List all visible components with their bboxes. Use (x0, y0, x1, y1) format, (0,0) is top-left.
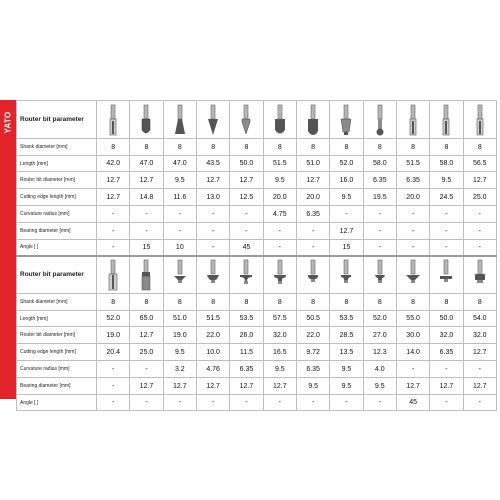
table-cell: - (97, 240, 130, 256)
table-cell: 12.7 (263, 378, 296, 395)
table-cell: 15 (130, 240, 163, 256)
row-label-bearing: Bearing diameter [mm] (17, 378, 97, 395)
chamfer-v-bit-icon (230, 101, 263, 139)
table-cell: 6.35 (396, 172, 429, 189)
table-row (17, 361, 497, 378)
beading-bit-icon (296, 256, 329, 294)
table-cell: - (463, 361, 496, 378)
row-label-shank: Shank diameter [mm] (17, 294, 97, 311)
round-nose-bit-icon (130, 101, 163, 139)
straight-bit-icon (396, 101, 429, 139)
table-cell: 8 (130, 294, 163, 311)
table-cell: 9.72 (296, 344, 329, 361)
table-cell: 15 (330, 240, 363, 256)
table-cell: - (463, 206, 496, 223)
table-cell: 9.5 (330, 189, 363, 206)
table-cell: - (130, 206, 163, 223)
table-cell: - (363, 395, 396, 411)
table-cell: 8 (296, 139, 329, 156)
table-cell: - (196, 395, 229, 411)
row-label-cutting-edge: Cutting edge length [mm] (17, 189, 97, 206)
table-row (17, 156, 497, 172)
table-cell: - (463, 395, 496, 411)
table-cell: 52.0 (97, 311, 130, 327)
table-cell: - (97, 395, 130, 411)
table-cell: 16.5 (263, 344, 296, 361)
table-cell: 42.0 (97, 156, 130, 172)
flush-trim-bit-icon (97, 256, 130, 294)
ball-groove-bit-icon (363, 101, 396, 139)
table-cell: 12.5 (230, 189, 263, 206)
table-cell: 8 (430, 139, 463, 156)
chamfer-bit-icon (330, 101, 363, 139)
table-cell: 20.0 (396, 189, 429, 206)
table-cell: 45 (396, 395, 429, 411)
brand-strip (0, 100, 16, 399)
table-cell: 12.7 (396, 378, 429, 395)
table-cell: 12.7 (130, 172, 163, 189)
table-cell: - (263, 223, 296, 240)
table-cell: - (130, 361, 163, 378)
parameter-header: Router bit parameter (17, 101, 97, 139)
table-cell: 51.5 (263, 156, 296, 172)
straight-bit-icon (97, 101, 130, 139)
table-cell: 58.0 (363, 156, 396, 172)
table-cell: 8 (296, 294, 329, 311)
panel-bit-icon (396, 256, 429, 294)
row-label-angle: Angle [ ] (17, 395, 97, 411)
table-row (17, 327, 497, 344)
table-cell: 9.5 (330, 361, 363, 378)
table-cell: 27.0 (363, 327, 396, 344)
table-row (17, 294, 497, 311)
table-cell: 57.5 (263, 311, 296, 327)
table-cell: 51.5 (396, 156, 429, 172)
table-cell: 11.5 (230, 344, 263, 361)
table-cell: 9.5 (263, 361, 296, 378)
table-cell: 8 (97, 139, 130, 156)
table-cell: 8 (163, 294, 196, 311)
yato-logo: YATO (3, 111, 13, 133)
bowl-bit-icon (296, 101, 329, 139)
table-cell: 22.0 (296, 327, 329, 344)
table-cell: - (97, 223, 130, 240)
core-box-bit-icon (263, 101, 296, 139)
table-cell: 6.35 (430, 344, 463, 361)
table-cell: 52.0 (363, 311, 396, 327)
table-cell: 8 (163, 139, 196, 156)
table-cell: 9.5 (363, 378, 396, 395)
table-cell: 4.75 (263, 206, 296, 223)
table-cell: 16.0 (330, 172, 363, 189)
table-cell: 52.0 (330, 156, 363, 172)
table-cell: - (430, 206, 463, 223)
table-cell: - (463, 240, 496, 256)
table-row (17, 378, 497, 395)
table-row (17, 189, 497, 206)
table-cell: 12.7 (230, 378, 263, 395)
table-cell: 8 (363, 294, 396, 311)
table-cell: - (263, 240, 296, 256)
table-cell: 8 (97, 294, 130, 311)
table-cell: - (196, 240, 229, 256)
rabbet-bit-icon (463, 256, 496, 294)
table-cell: 12.7 (463, 378, 496, 395)
table-cell: 19.0 (97, 327, 130, 344)
table-cell: 30.0 (396, 327, 429, 344)
table-cell: - (196, 206, 229, 223)
table-cell: 9.5 (296, 378, 329, 395)
table-cell: 51.0 (296, 156, 329, 172)
table-cell: - (97, 206, 130, 223)
table-cell: - (396, 240, 429, 256)
table-cell: 50.0 (430, 311, 463, 327)
roundover-bit-icon (196, 256, 229, 294)
table-cell: - (430, 395, 463, 411)
table-cell: 53.5 (330, 311, 363, 327)
table-cell: - (330, 206, 363, 223)
straight-bit-icon (430, 101, 463, 139)
table-cell: 12.7 (330, 223, 363, 240)
table-cell: 19.0 (163, 327, 196, 344)
table-cell: 3.2 (163, 361, 196, 378)
table-cell: 8 (230, 294, 263, 311)
table-cell: 8 (330, 139, 363, 156)
dovetail-bit-icon (163, 101, 196, 139)
table-cell: 9.5 (263, 172, 296, 189)
table-cell: 25.0 (463, 189, 496, 206)
straight-bit-icon (463, 101, 496, 139)
table-cell: 28.5 (330, 327, 363, 344)
table-cell: 6.35 (363, 172, 396, 189)
table-cell: 19.5 (363, 189, 396, 206)
bit-image-row (17, 101, 497, 139)
table-cell: 32.0 (430, 327, 463, 344)
table-cell: 47.0 (163, 156, 196, 172)
table-cell: 8 (263, 139, 296, 156)
row-label-bit-diameter: Router bit diameter [mm] (17, 327, 97, 344)
row-label-bit-diameter: Router bit diameter [mm] (17, 172, 97, 189)
table-cell: 14.8 (130, 189, 163, 206)
table-cell: 22.0 (196, 327, 229, 344)
row-label-curvature: Curvature radius [mm] (17, 206, 97, 223)
table-cell: 65.0 (130, 311, 163, 327)
table-cell: - (296, 240, 329, 256)
table-cell: 51.5 (196, 311, 229, 327)
table-row (17, 206, 497, 223)
table-cell: 8 (463, 294, 496, 311)
table-row (17, 311, 497, 327)
table-row (17, 395, 497, 411)
table-cell: - (230, 223, 263, 240)
table-cell: - (130, 395, 163, 411)
table-row (17, 344, 497, 361)
table-cell: 50.5 (296, 311, 329, 327)
table-cell: 53.5 (230, 311, 263, 327)
pattern-bit-icon (130, 256, 163, 294)
table-cell: - (163, 395, 196, 411)
table-cell: 12.7 (196, 378, 229, 395)
table-cell: 51.0 (163, 311, 196, 327)
roman-ogee-bit-icon (263, 256, 296, 294)
table-cell: 10 (163, 240, 196, 256)
table-cell: - (430, 361, 463, 378)
table-cell: - (230, 395, 263, 411)
table-cell: 6.35 (296, 361, 329, 378)
table-cell: 20.0 (296, 189, 329, 206)
router-bit-spec-table (16, 100, 497, 411)
table-row (17, 139, 497, 156)
table-cell: - (230, 206, 263, 223)
table-cell: 12.3 (363, 344, 396, 361)
table-cell: 20.4 (97, 344, 130, 361)
table-row (17, 240, 497, 256)
table-cell: 26.0 (230, 327, 263, 344)
table-cell: 12.7 (130, 327, 163, 344)
table-cell: 8 (196, 139, 229, 156)
table-cell: 9.5 (163, 172, 196, 189)
table-cell: 8 (130, 139, 163, 156)
table-cell: 12.7 (463, 344, 496, 361)
row-label-length: Length [mm] (17, 311, 97, 327)
table-cell: 9.5 (430, 172, 463, 189)
table-cell: 58.0 (430, 156, 463, 172)
table-cell: 12.7 (196, 172, 229, 189)
row-label-curvature: Curvature radius [mm] (17, 361, 97, 378)
table-cell: - (97, 378, 130, 395)
table-cell: - (463, 223, 496, 240)
table-cell: 56.5 (463, 156, 496, 172)
table-cell: - (130, 223, 163, 240)
table-cell: 13.5 (330, 344, 363, 361)
table-row (17, 223, 497, 240)
cove-bit-icon (230, 256, 263, 294)
table-cell: 32.0 (263, 327, 296, 344)
table-cell: 9.5 (330, 378, 363, 395)
table-cell: - (163, 223, 196, 240)
table-cell: 54.0 (463, 311, 496, 327)
table-cell: 12.7 (230, 172, 263, 189)
table-cell: 4.76 (196, 361, 229, 378)
table-cell: 8 (363, 139, 396, 156)
table-cell: - (430, 240, 463, 256)
table-cell: 10.0 (196, 344, 229, 361)
table-cell: 45 (230, 240, 263, 256)
row-label-shank: Shank diameter [mm] (17, 139, 97, 156)
table-cell: - (263, 395, 296, 411)
table-cell: - (196, 223, 229, 240)
table-cell: 12.7 (130, 378, 163, 395)
table-cell: 12.7 (296, 172, 329, 189)
row-label-bearing: Bearing diameter [mm] (17, 223, 97, 240)
table-cell: - (296, 395, 329, 411)
table-cell: - (396, 361, 429, 378)
table-cell: 12.7 (97, 189, 130, 206)
table-cell: - (363, 206, 396, 223)
chamfer-bearing-bit-icon (163, 256, 196, 294)
table-cell: 8 (196, 294, 229, 311)
table-cell: 12.7 (97, 172, 130, 189)
table-cell: 8 (330, 294, 363, 311)
table-cell: 8 (230, 139, 263, 156)
table-cell: - (430, 223, 463, 240)
table-cell: - (396, 223, 429, 240)
table-cell: - (163, 206, 196, 223)
table-cell: 8 (463, 139, 496, 156)
table-cell: - (363, 240, 396, 256)
table-cell: 4.0 (363, 361, 396, 378)
table-cell: 50.0 (230, 156, 263, 172)
table-cell: - (296, 223, 329, 240)
table-cell: 14.0 (396, 344, 429, 361)
table-cell: 13.0 (196, 189, 229, 206)
row-label-length: Length [mm] (17, 156, 97, 172)
ogee-bit-icon (330, 256, 363, 294)
table-cell: 6.35 (296, 206, 329, 223)
classical-bit-icon (363, 256, 396, 294)
v-groove-bit-icon (196, 101, 229, 139)
table-cell: 8 (396, 139, 429, 156)
table-cell: 8 (263, 294, 296, 311)
table-cell: - (363, 223, 396, 240)
row-label-cutting-edge: Cutting edge length [mm] (17, 344, 97, 361)
table-cell: - (396, 206, 429, 223)
table-cell: 32.0 (463, 327, 496, 344)
table-cell: - (330, 395, 363, 411)
table-cell: 55.0 (396, 311, 429, 327)
table-cell: 43.5 (196, 156, 229, 172)
table-cell: 47.0 (130, 156, 163, 172)
table-cell: - (97, 361, 130, 378)
slot-cutter-bit-icon (430, 256, 463, 294)
bit-image-row (17, 256, 497, 294)
table-row (17, 172, 497, 189)
table-cell: 9.5 (163, 344, 196, 361)
table-cell: 12.7 (430, 378, 463, 395)
table-cell: 6.35 (230, 361, 263, 378)
table-cell: 8 (430, 294, 463, 311)
table-cell: 12.7 (163, 378, 196, 395)
table-cell: 24.5 (430, 189, 463, 206)
parameter-header: Router bit parameter (17, 256, 97, 294)
table-cell: 12.7 (463, 172, 496, 189)
table-cell: 25.0 (130, 344, 163, 361)
row-label-angle: Angle [ ] (17, 240, 97, 256)
table-cell: 8 (396, 294, 429, 311)
table-cell: 20.0 (263, 189, 296, 206)
table-cell: 11.6 (163, 189, 196, 206)
